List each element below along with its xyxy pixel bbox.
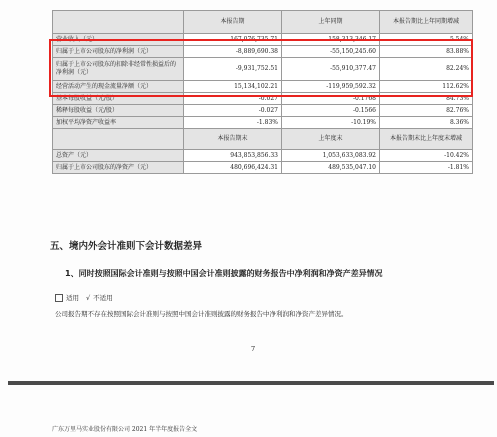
cell-value: -10.19%: [282, 117, 380, 129]
cell-value: -10.42%: [380, 150, 473, 162]
cell-value: 1,053,633,083.92: [282, 150, 380, 162]
section-heading: 五、境内外会计准则下会计数据差异: [50, 241, 203, 252]
cell-value: -8,889,690.38: [184, 46, 282, 58]
cell-value: -1.81%: [380, 162, 473, 174]
cell-value: 84.73%: [380, 93, 473, 105]
header-cell: [53, 129, 184, 150]
row-label: 归属于上市公司股东的净资产（元）: [53, 162, 184, 174]
header-cell-empty: [53, 11, 184, 34]
cell-value: -55,150,245.60: [282, 46, 380, 58]
cell-value: -0.1768: [282, 93, 380, 105]
header-cell-prior: 上年同期: [282, 11, 380, 34]
cell-value: 489,535,047.10: [282, 162, 380, 174]
table-row: [53, 150, 473, 162]
cell-value: -55,910,377.47: [282, 58, 380, 81]
row-label: 归属于上市公司股东的净利润（元）: [53, 46, 184, 58]
applicability-line: [55, 293, 113, 302]
header-cell: 上年度末: [282, 129, 380, 150]
cell-value: 943,853,856.33: [184, 150, 282, 162]
cell-value: -0.027: [184, 93, 282, 105]
applicable-label: 适用: [66, 294, 79, 302]
row-label: 营业收入（元）: [53, 34, 184, 46]
checkmark-icon: √: [86, 293, 91, 302]
header-cell-change: 本报告期比上年同期增减: [380, 11, 473, 34]
cell-value: 82.24%: [380, 58, 473, 81]
table-row: [53, 117, 473, 129]
cell-value: 83.88%: [380, 46, 473, 58]
note-text: 公司报告期不存在按照国际会计准则与按照中国会计准则披露的财务报告中净利润和净资产差异情况。: [55, 310, 348, 318]
highlight-box: [49, 39, 473, 97]
cell-value: 15,134,102.21: [184, 81, 282, 93]
cell-value: -0.027: [184, 105, 282, 117]
header-cell-current: 本报告期: [184, 11, 282, 34]
row-label: 基本每股收益（元/股）: [53, 93, 184, 105]
not-applicable-label: 不适用: [93, 294, 113, 302]
sub-heading: 1、同时按照国际会计准则与按照中国会计准则披露的财务报告中净利润和净资产差异情况: [65, 269, 383, 278]
row-label: 稀释每股收益（元/股）: [53, 105, 184, 117]
cell-value: -1.83%: [184, 117, 282, 129]
footer-text: 广东万里马实业股份有限公司 2021 年半年度报告全文: [52, 426, 198, 433]
table-header-row: [53, 129, 473, 150]
table-row: [53, 105, 473, 117]
table-header-row: [53, 11, 473, 34]
cell-value: 5.54%: [380, 34, 473, 46]
cell-value: 480,696,424.31: [184, 162, 282, 174]
cell-value: 112.62%: [380, 81, 473, 93]
cell-value: 158,313,346.17: [282, 34, 380, 46]
table-row: [53, 162, 473, 174]
row-label: 总资产（元）: [53, 150, 184, 162]
header-cell: 本报告期末比上年度末增减: [380, 129, 473, 150]
cell-value: 82.76%: [380, 105, 473, 117]
row-label: 归属于上市公司股东的扣除非经常性损益后的净利润（元）: [53, 58, 184, 81]
cell-value: -9,931,752.51: [184, 58, 282, 81]
cell-value: -119,959,592.32: [282, 81, 380, 93]
cell-value: -0.1566: [282, 105, 380, 117]
cell-value: 167,076,735.71: [184, 34, 282, 46]
page-divider: [8, 381, 494, 385]
page-number: 7: [251, 345, 256, 353]
header-cell: 本报告期末: [184, 129, 282, 150]
cell-value: 8.36%: [380, 117, 473, 129]
row-label: 经营活动产生的现金流量净额（元）: [53, 81, 184, 93]
row-label: 加权平均净资产收益率: [53, 117, 184, 129]
checkbox-applicable[interactable]: [55, 294, 63, 302]
